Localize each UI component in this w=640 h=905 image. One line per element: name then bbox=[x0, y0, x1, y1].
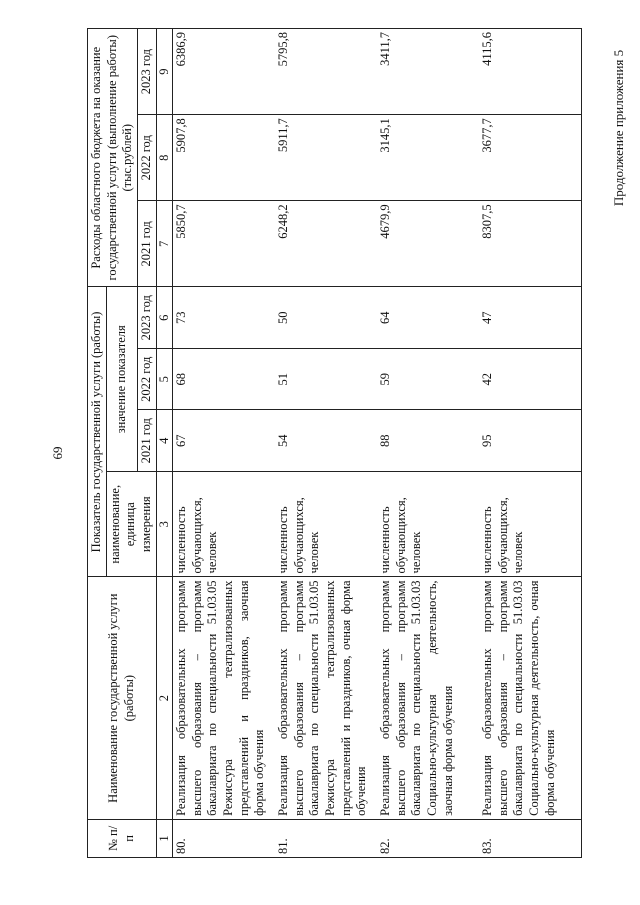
rotated-table-container bbox=[87, 28, 607, 858]
column-index: 7 bbox=[156, 201, 173, 287]
column-index: 8 bbox=[156, 115, 173, 201]
value-2023: 47 bbox=[479, 287, 582, 349]
column-index: 3 bbox=[156, 472, 173, 577]
table-body bbox=[173, 29, 582, 858]
header-unit: наименование, единица измерения bbox=[106, 472, 156, 577]
column-index: 6 bbox=[156, 287, 173, 349]
services-table bbox=[87, 28, 582, 858]
column-index: 4 bbox=[156, 410, 173, 472]
header-value-2022: 2022 год bbox=[137, 348, 156, 410]
header-value-2021: 2021 год bbox=[137, 410, 156, 472]
continuation-note: Продолжение приложения 5 bbox=[611, 49, 626, 207]
value-2022: 59 bbox=[377, 348, 479, 410]
header-indicator-group: Показатель государственной услуги (работы) bbox=[88, 287, 107, 577]
expense-2021: 4679,9 bbox=[377, 201, 479, 287]
expense-2021: 5850,7 bbox=[173, 201, 276, 287]
service-name: Реализация образовательных программ высшего образования – программ бакалавриата по специальности 51.03.05 Режиссура театрализованных представлений и праздников, очная форма обучения bbox=[275, 577, 377, 819]
header-budget-2023: 2023 год bbox=[137, 29, 156, 115]
expense-2021: 6248,2 bbox=[275, 201, 377, 287]
column-index: 9 bbox=[156, 29, 173, 115]
unit-cell: численность обучающихся, человек bbox=[377, 472, 479, 577]
row-number: 83. bbox=[479, 819, 582, 857]
value-2023: 50 bbox=[275, 287, 377, 349]
value-2023: 73 bbox=[173, 287, 276, 349]
table-row bbox=[377, 29, 479, 858]
service-name: Реализация образовательных программ высшего образования – программ бакалавриата по специальности 51.03.03 Социально-культурная деятельность, заочная форма обучения bbox=[377, 577, 479, 819]
table-row bbox=[173, 29, 276, 858]
value-2023: 64 bbox=[377, 287, 479, 349]
row-number: 80. bbox=[173, 819, 276, 857]
column-index: 2 bbox=[156, 577, 173, 819]
expense-2023: 5795,8 bbox=[275, 29, 377, 115]
expense-2023: 3411,7 bbox=[377, 29, 479, 115]
table-header bbox=[88, 29, 173, 858]
expense-2023: 4115,6 bbox=[479, 29, 582, 115]
unit-cell: численность обучающихся, человек bbox=[479, 472, 582, 577]
value-2021: 67 bbox=[173, 410, 276, 472]
value-2021: 54 bbox=[275, 410, 377, 472]
value-2021: 88 bbox=[377, 410, 479, 472]
expense-2022: 5911,7 bbox=[275, 115, 377, 201]
service-name: Реализация образовательных программ высшего образования – программ бакалавриата по специальности 51.03.05 Режиссура театрализованных представлений и праздников, заочная форма обучения bbox=[173, 577, 276, 819]
table-row bbox=[479, 29, 582, 858]
header-budget-group: Расходы областного бюджета на оказание государственной услуги (выполнение работы) (тыс.рублей) bbox=[88, 29, 138, 287]
value-2022: 68 bbox=[173, 348, 276, 410]
column-index: 1 bbox=[156, 819, 173, 857]
expense-2022: 5907,8 bbox=[173, 115, 276, 201]
expense-2022: 3145,1 bbox=[377, 115, 479, 201]
service-name: Реализация образовательных программ высшего образования – программ бакалавриата по специальности 51.03.03 Социально-культурная деятельность, очная форма обучения bbox=[479, 577, 582, 819]
expense-2023: 6386,9 bbox=[173, 29, 276, 115]
page-number: 69 bbox=[50, 446, 65, 460]
row-number: 82. bbox=[377, 819, 479, 857]
row-number: 81. bbox=[275, 819, 377, 857]
table-row bbox=[275, 29, 377, 858]
unit-cell: численность обучающихся, человек bbox=[173, 472, 276, 577]
column-index: 5 bbox=[156, 348, 173, 410]
expense-2022: 3677,7 bbox=[479, 115, 582, 201]
header-num: № п/п bbox=[88, 819, 157, 857]
header-budget-2022: 2022 год bbox=[137, 115, 156, 201]
value-2022: 42 bbox=[479, 348, 582, 410]
unit-cell: численность обучающихся, человек bbox=[275, 472, 377, 577]
header-service-name: Наименование государственной услуги (работы) bbox=[88, 577, 157, 819]
expense-2021: 8307,5 bbox=[479, 201, 582, 287]
column-index-row bbox=[156, 29, 173, 858]
header-budget-2021: 2021 год bbox=[137, 201, 156, 287]
value-2022: 51 bbox=[275, 348, 377, 410]
value-2021: 95 bbox=[479, 410, 582, 472]
header-value-group: значение показателя bbox=[106, 287, 137, 472]
header-value-2023: 2023 год bbox=[137, 287, 156, 349]
